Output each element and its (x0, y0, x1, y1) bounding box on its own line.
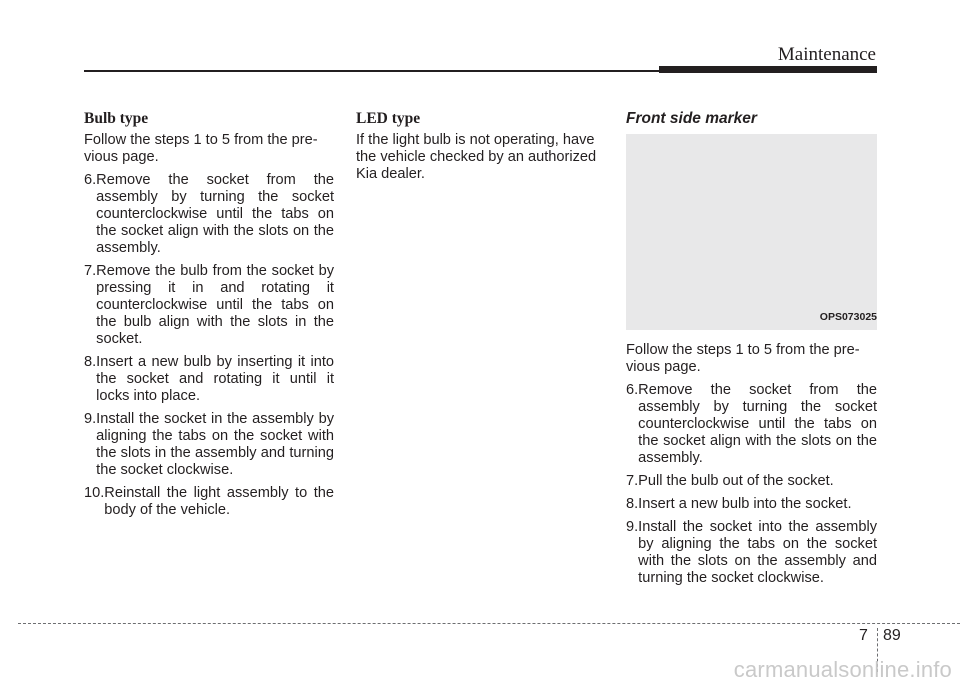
step-text: Remove the bulb from the socket by pressing it in and rotating it counterclockwise until the tabs on the bulb align with the slots in the socket. (96, 263, 334, 347)
step-number: 10. (84, 485, 105, 501)
list-item (626, 496, 877, 513)
step-text: Remove the socket from the assembly by turning the socket counterclockwise until the tabs on the socket align with the slots on the assembly. (96, 172, 334, 256)
step-number: 7. (626, 473, 639, 489)
footer-divider (18, 623, 960, 624)
step-text: Insert a new bulb by inserting it into the socket and rotating it until it locks into place. (96, 354, 334, 404)
list-item (626, 473, 877, 490)
led-type-heading: LED type (356, 110, 421, 127)
step-text: Pull the bulb out of the socket. (638, 473, 834, 489)
step-text: Install the socket into the assembly by aligning the tabs on the socket with the slots on the assembly and turning the socket clockwise. (638, 519, 877, 586)
step-number: 9. (626, 519, 639, 535)
step-number: 8. (626, 496, 639, 512)
step-text: Reinstall the light assembly to the body of the vehicle. (104, 485, 334, 518)
front-side-marker-heading: Front side marker (626, 110, 757, 127)
bulb-type-intro: Follow the steps 1 to 5 from the pre-vious page. (84, 132, 318, 165)
list-item (626, 382, 877, 467)
step-number: 6. (626, 382, 639, 398)
step-number: 8. (84, 354, 97, 370)
front-side-marker-intro: Follow the steps 1 to 5 from the pre-vious page. (626, 342, 860, 375)
step-number: 6. (84, 172, 97, 188)
list-item (84, 263, 334, 348)
column-front-side-marker (626, 110, 877, 593)
list-item (626, 519, 877, 587)
list-item (84, 354, 334, 405)
column-led-type (356, 110, 606, 189)
step-text: Install the socket in the assembly by aligning the tabs on the socket with the slots in the assembly and turning the socket clockwise. (96, 411, 334, 478)
figure-image (626, 134, 877, 330)
header-rule-thick (659, 66, 877, 73)
step-number: 7. (84, 263, 97, 279)
front-side-marker-steps (626, 382, 877, 587)
bulb-type-heading: Bulb type (84, 110, 149, 127)
list-item (84, 485, 334, 519)
led-type-text: If the light bulb is not operating, have the vehicle checked by an authorized Kia dealer. (356, 132, 597, 182)
header-rule-thin (84, 70, 659, 72)
section-title: Maintenance (777, 44, 876, 65)
figure-code: OPS073025 (819, 311, 877, 323)
list-item (84, 411, 334, 479)
column-bulb-type (84, 110, 334, 525)
watermark: carmanualsonline.info (733, 657, 952, 682)
page-number: 89 (883, 627, 901, 644)
chapter-number: 7 (859, 627, 868, 644)
step-text: Insert a new bulb into the socket. (638, 496, 852, 512)
step-text: Remove the socket from the assembly by turning the socket counterclockwise until the tabs on the socket align with the slots on the assembly. (638, 382, 877, 466)
step-number: 9. (84, 411, 97, 427)
bulb-type-steps (84, 172, 334, 519)
list-item (84, 172, 334, 257)
